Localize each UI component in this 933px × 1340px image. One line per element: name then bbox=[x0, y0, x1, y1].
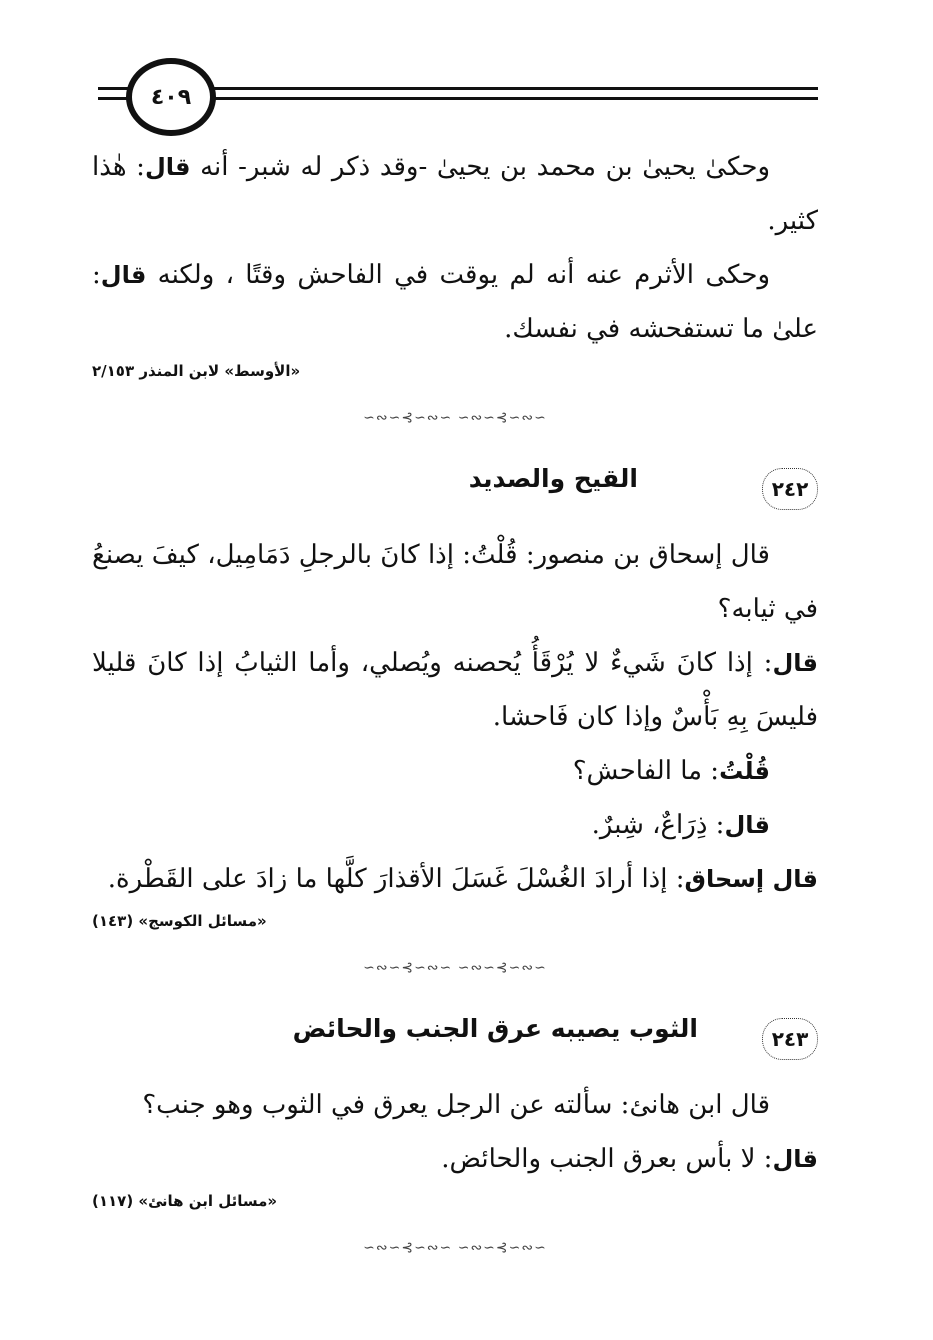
section-title: القيح والصديد bbox=[468, 464, 638, 493]
section-divider-ornament: ∽∾∽⊰∽∾∽ ∽∾∽⊰∽∾∽ bbox=[363, 960, 547, 976]
paragraph-text: : إذا كانَ شَيءٌ لا يُرْقَأُ يُحصنه ويُصلي، وأما الثيابُ إذا كانَ قليلا فليسَ بِهِ بَأْسٌ وإذا كان فَاحشا. bbox=[92, 648, 818, 732]
paragraph bbox=[92, 636, 818, 744]
keyword-qala: قال bbox=[724, 811, 770, 839]
paragraph-text: : لا بأس بعرق الجنب والحائض. bbox=[441, 1144, 773, 1174]
paragraph bbox=[92, 1132, 818, 1186]
page-number-badge bbox=[126, 58, 216, 136]
paragraph: قال ابن هانئ: سألته عن الرجل يعرق في الثوب وهو جنب؟ bbox=[142, 1090, 770, 1120]
paragraph-text: وحكى الأثرم عنه أنه لم يوقت في الفاحش وقتًا ، ولكنه bbox=[146, 260, 770, 290]
section-heading bbox=[92, 1012, 818, 1072]
page-header bbox=[0, 0, 933, 140]
paragraph bbox=[92, 798, 818, 852]
paragraph-text: : ما الفاحش؟ bbox=[572, 756, 720, 786]
section-divider-ornament: ∽∾∽⊰∽∾∽ ∽∾∽⊰∽∾∽ bbox=[363, 1240, 547, 1256]
paragraph bbox=[92, 248, 818, 356]
section-number-badge: ٢٤٣ bbox=[762, 1018, 818, 1060]
source-citation: «مسائل ابن هانئ» (١١٧) bbox=[92, 1192, 278, 1210]
paragraph-text: : ذِرَاعٌ، شِبرٌ. bbox=[591, 810, 725, 840]
paragraph bbox=[92, 852, 818, 906]
section-title: الثوب يصيبه عرق الجنب والحائض bbox=[292, 1014, 698, 1043]
keyword-qala: قال bbox=[144, 153, 191, 181]
paragraph-text: : هٰذا كثير. bbox=[92, 152, 818, 236]
keyword-qala-ishaq: قال إسحاق bbox=[684, 865, 818, 893]
paragraph: قال إسحاق بن منصور: قُلْتُ: إذا كانَ بالرجلِ دَمَامِيل، كيفَ يصنعُ في ثيابه؟ bbox=[92, 540, 818, 624]
source-citation: «الأوسط» لابن المنذر ٢/١٥٣ bbox=[92, 362, 301, 380]
page-number: ٤٠٩ bbox=[150, 84, 192, 110]
keyword-qultu: قُلْتُ bbox=[719, 757, 770, 785]
keyword-qala: قال bbox=[772, 649, 818, 677]
section-divider-ornament: ∽∾∽⊰∽∾∽ ∽∾∽⊰∽∾∽ bbox=[363, 410, 547, 426]
source-citation: «مسائل الكوسج» (١٤٣) bbox=[92, 912, 267, 930]
paragraph-text: : علىٰ ما تستفحشه في نفسك. bbox=[92, 260, 818, 344]
paragraph-text: وحكىٰ يحيىٰ بن محمد بن يحيىٰ -وقد ذكر له شبر- أنه bbox=[190, 152, 771, 182]
paragraph bbox=[92, 140, 818, 248]
paragraph-text: : إذا أرادَ الغُسْلَ غَسَلَ الأقذارَ كلَّها ما زادَ على القَطْرة. bbox=[107, 864, 685, 894]
page-content bbox=[92, 140, 818, 1292]
keyword-qala: قال bbox=[772, 1145, 818, 1173]
paragraph bbox=[92, 744, 818, 798]
section-heading bbox=[92, 462, 818, 522]
section-number-badge: ٢٤٢ bbox=[762, 468, 818, 510]
keyword-qala: قال bbox=[100, 261, 147, 289]
